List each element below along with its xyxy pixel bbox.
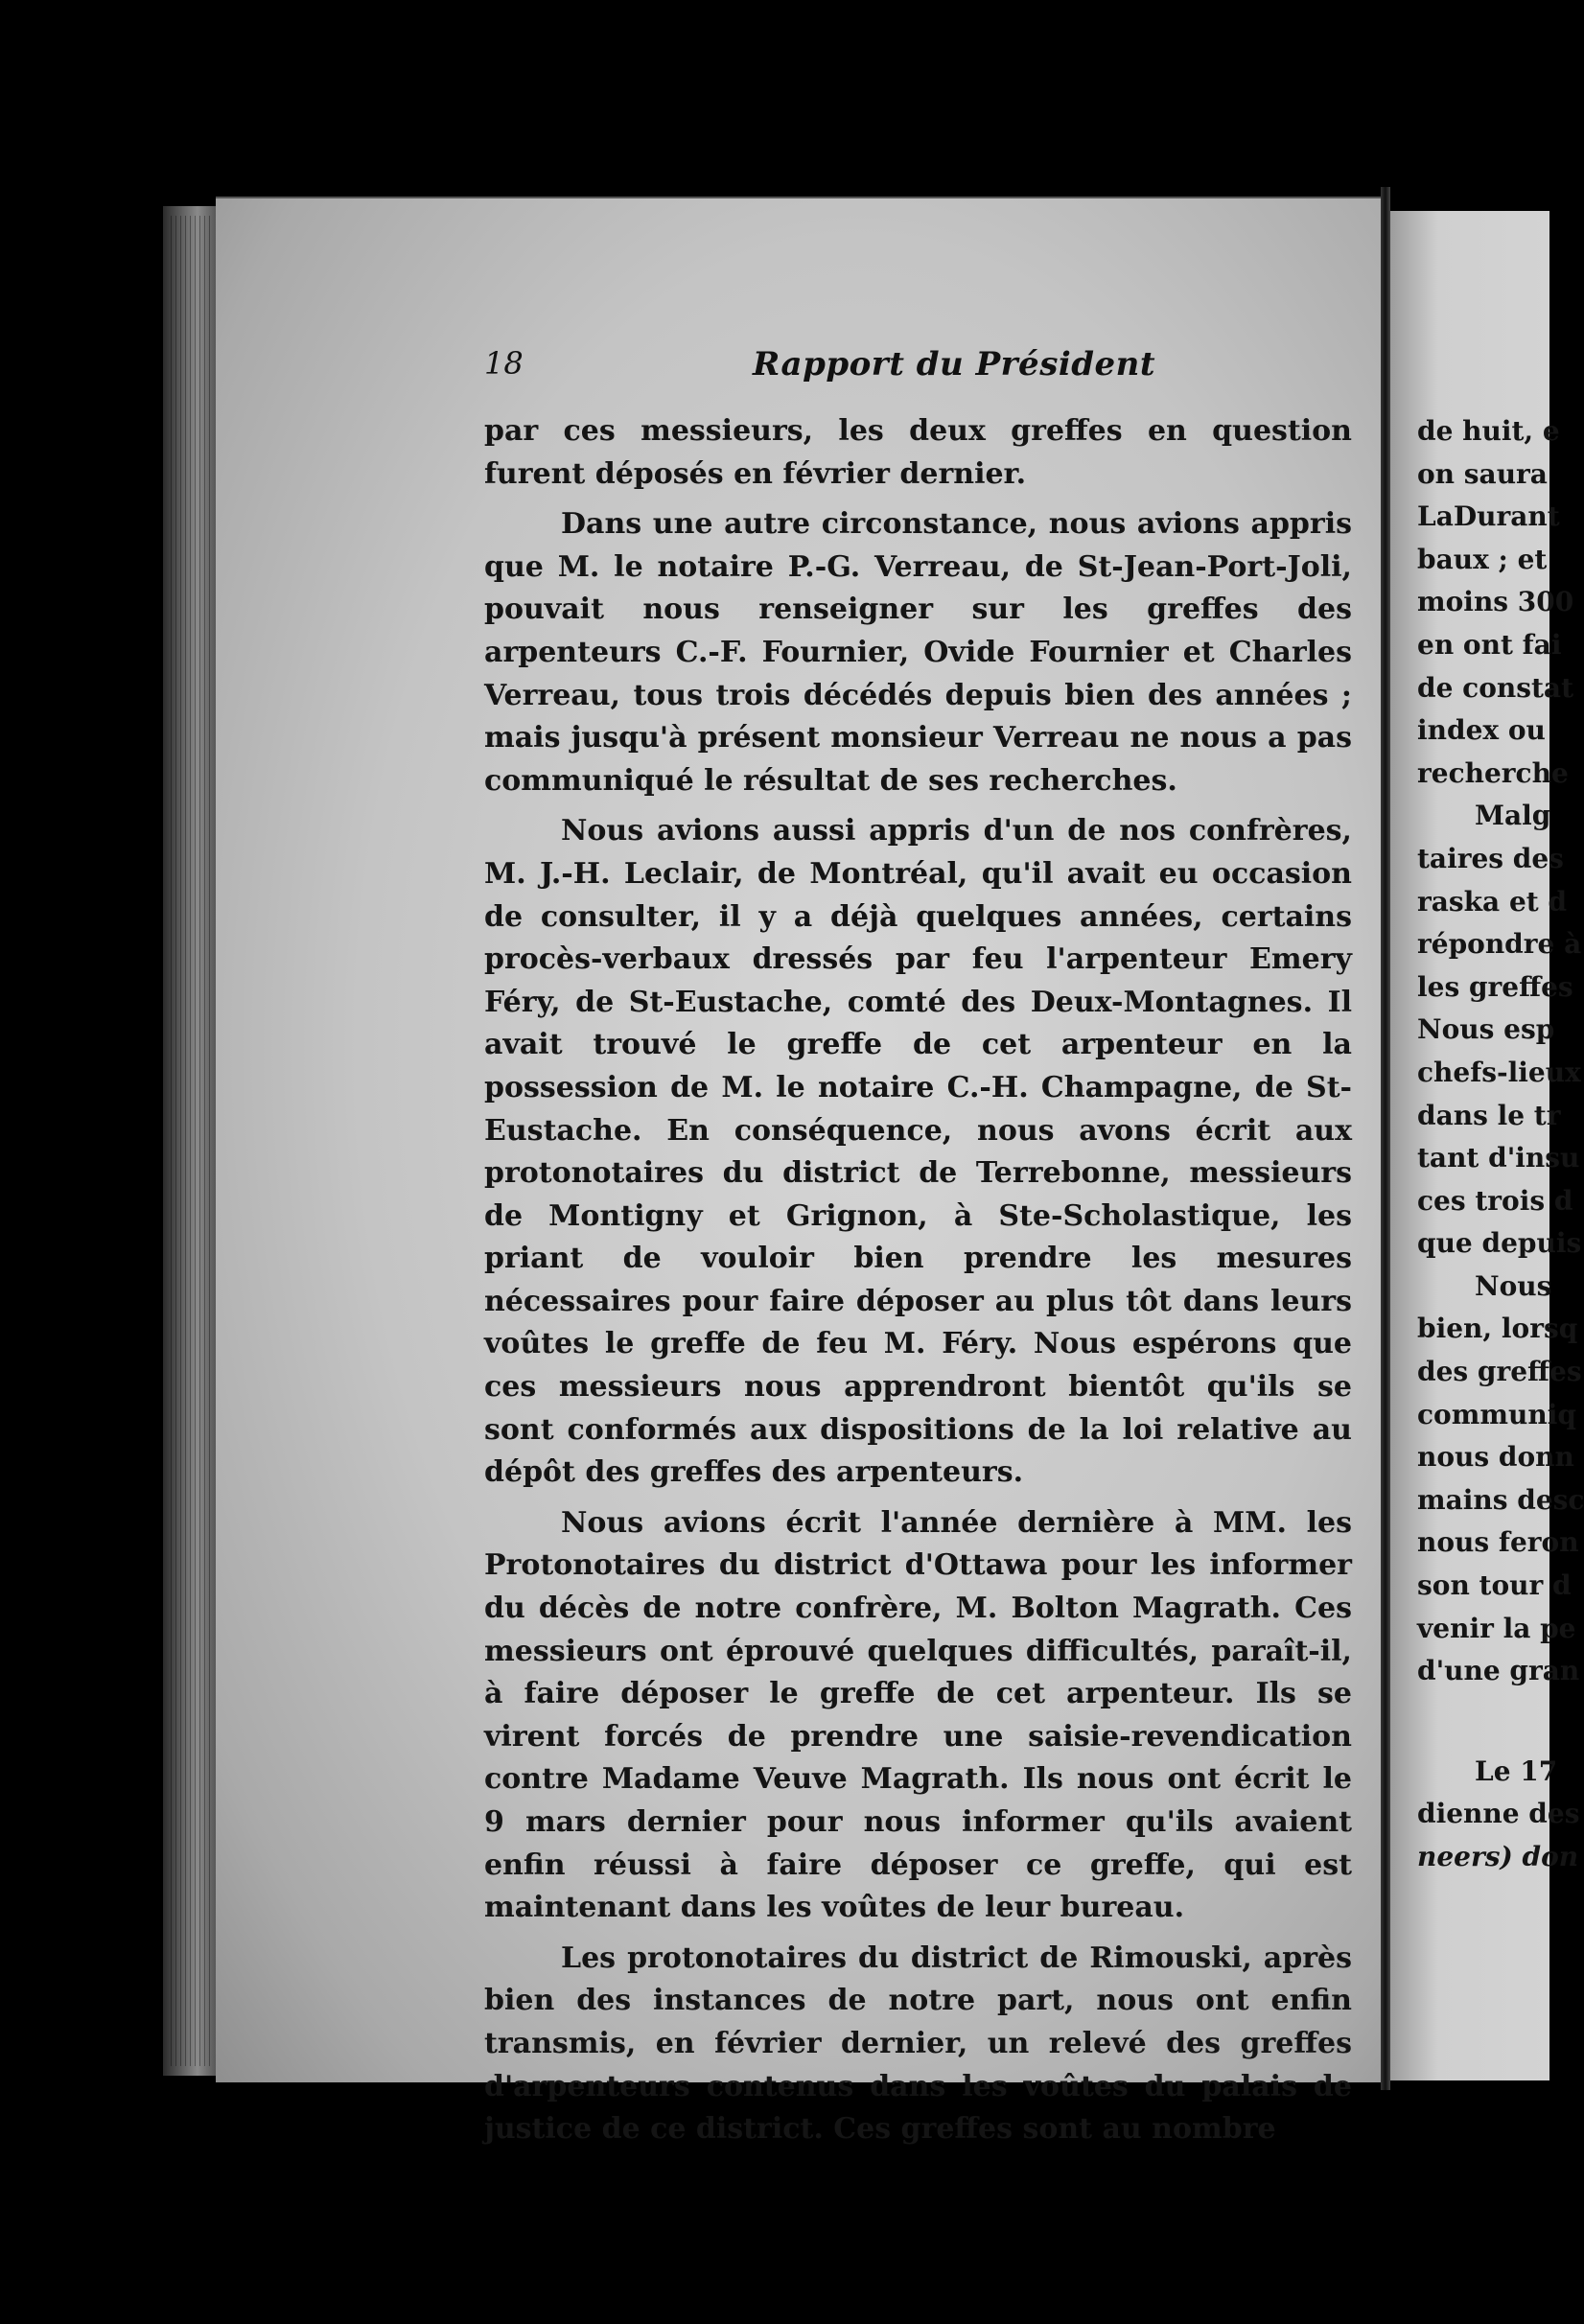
right-fragment-line: Nous esp bbox=[1417, 1013, 1555, 1046]
book-page-stack-lines bbox=[171, 216, 214, 2066]
right-fragment-line: baux ; et bbox=[1417, 543, 1548, 575]
right-fragment-line: répondre à bbox=[1417, 928, 1582, 961]
main-text-column bbox=[484, 410, 1352, 2159]
right-fragment-line: des greffes bbox=[1417, 1356, 1582, 1388]
book-gutter bbox=[1381, 187, 1390, 2090]
right-fragment-line: dienne des bbox=[1417, 1798, 1580, 1830]
page-number: 18 bbox=[484, 345, 524, 382]
right-fragment-line: communiq bbox=[1417, 1398, 1576, 1430]
running-head bbox=[484, 345, 1347, 393]
right-fragment-line: nous feron bbox=[1417, 1526, 1579, 1559]
right-fragment-line: que depuis bbox=[1417, 1227, 1582, 1260]
right-fragment-line: bien, lorsq bbox=[1417, 1313, 1578, 1345]
right-page-text-fragments bbox=[1417, 410, 1584, 1879]
right-fragment-line: nous donn bbox=[1417, 1441, 1574, 1474]
paragraph-3: Nous avions aussi appris d'un de nos confrères, M. J.-H. Leclair, de Montréal, qu'il avait eu occasion de consulter, il y a déjà quelques années, certains procès-verbaux dressés par feu l'arpenteur Emery Féry, de St-Eustache, comté des Deux-Montagnes. Il avait trouvé le greffe de cet arpenteur en la possession de M. le notaire C.-H. Champagne, de St-Eustache. En conséquence, nous avons écrit aux protonotaires du district de Terrebonne, messieurs de Montigny et Grignon, à Ste-Scholastique, les priant de vouloir bien prendre les mesures nécessaires pour faire déposer au plus tôt dans leurs voûtes le greffe de feu M. Féry. Nous espérons que ces messieurs nous apprendront bientôt qu'ils se sont conformés aux dispositions de la loi relative au dépôt des greffes des arpenteurs. bbox=[484, 814, 1352, 1490]
right-fragment-spacer bbox=[1417, 1693, 1551, 1751]
paragraph-4: Nous avions écrit l'année dernière à MM. les Protonotaires du district d'Ottawa pour les informer du décès de notre confrère, M. Bolton Magrath. Ces messieurs ont éprouvé quelques difficultés, paraît-il, à faire déposer le greffe de cet arpenteur. Ils se virent forcés de prendre une saisie-revendication contre Madame Veuve Magrath. Ils nous ont écrit le 9 mars dernier pour nous informer qu'ils avaient enfin réussi à faire déposer ce greffe, qui est maintenant dans les voûtes de leur bureau. bbox=[484, 1505, 1352, 1925]
right-fragment-line: Le 17 bbox=[1475, 1755, 1558, 1787]
paragraph-1: par ces messieurs, les deux greffes en question furent déposés en février dernier. bbox=[484, 414, 1352, 491]
right-fragment-line: tant d'insu bbox=[1417, 1142, 1580, 1174]
right-fragment-line: chefs-lieux bbox=[1417, 1056, 1581, 1088]
right-fragment-line: index ou bbox=[1417, 714, 1546, 747]
right-fragment-line: d'une gran bbox=[1417, 1655, 1580, 1687]
right-fragment-line: moins 300 bbox=[1417, 586, 1574, 618]
right-fragment-line: mains desc bbox=[1417, 1483, 1584, 1516]
right-fragment-line: venir la pe bbox=[1417, 1612, 1576, 1644]
right-fragment-line: ces trois d bbox=[1417, 1184, 1573, 1217]
right-fragment-line: de huit, e bbox=[1417, 415, 1560, 447]
right-fragment-line: neers) don bbox=[1417, 1841, 1579, 1872]
page-header-title: Rapport du Président bbox=[753, 345, 1156, 383]
paragraph-2: Dans une autre circonstance, nous avions appris que M. le notaire P.-G. Verreau, de St-Jean-Port-Joli, pouvait nous renseigner sur les greffes des arpenteurs C.-F. Fournier, Ovide Fournier et Charles Verreau, tous trois décédés depuis bien des années ; mais jusqu'à présent monsieur Verreau ne nous a pas communiqué le résultat de ses recherches. bbox=[484, 507, 1352, 798]
right-fragment-line: LaDurant bbox=[1417, 500, 1560, 533]
right-fragment-line: dans le tr bbox=[1417, 1099, 1561, 1131]
right-fragment-line: de constat bbox=[1417, 671, 1573, 704]
right-fragment-line: Malg bbox=[1475, 800, 1551, 832]
right-fragment-line: taires des bbox=[1417, 842, 1564, 874]
right-fragment-line: on saura bbox=[1417, 457, 1548, 490]
right-fragment-line: recherche bbox=[1417, 756, 1569, 789]
right-fragment-line: son tour d bbox=[1417, 1569, 1572, 1602]
right-fragment-line: raska et d bbox=[1417, 885, 1568, 918]
paragraph-5: Les protonotaires du district de Rimouski, après bien des instances de notre part, nous ont enfin transmis, en février dernier, un relevé des greffes d'arpenteurs contenus dans les voûtes du palais de justice de ce district. Ces greffes sont au nombre bbox=[484, 1941, 1352, 2147]
right-fragment-line: en ont fai bbox=[1417, 628, 1562, 661]
right-fragment-line: Nous bbox=[1475, 1269, 1552, 1302]
right-fragment-line: les greffes bbox=[1417, 970, 1573, 1003]
